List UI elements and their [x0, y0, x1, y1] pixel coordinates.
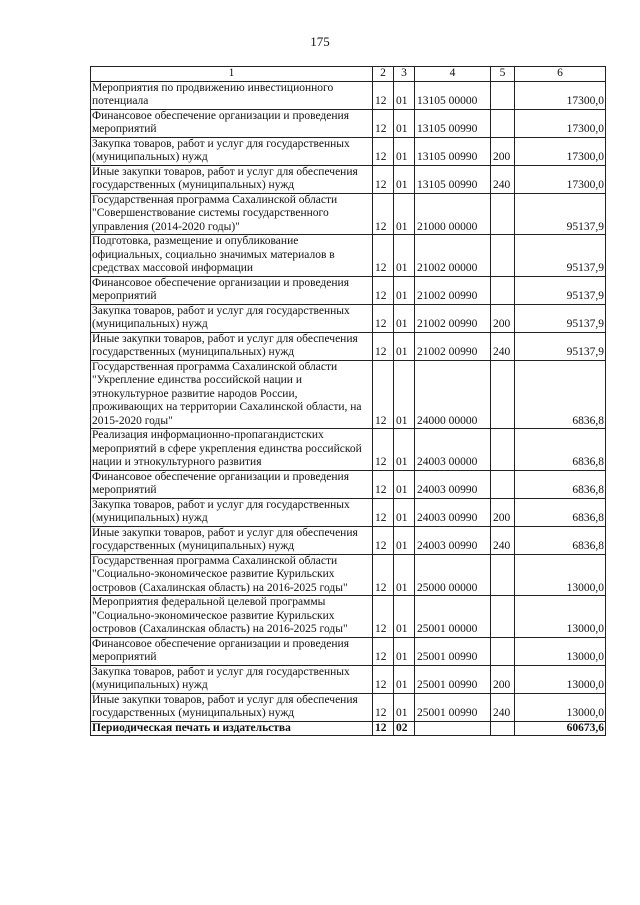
- row-name-cell: Финансовое обеспечение организации и проведения мероприятий: [91, 109, 373, 137]
- row-section-cell: 12: [373, 109, 394, 137]
- row-target-code-cell: 25001 00990: [415, 665, 491, 693]
- table-header-row: [91, 67, 606, 82]
- row-section-cell: 12: [373, 665, 394, 693]
- row-target-code-cell: 21002 00990: [415, 276, 491, 304]
- row-target-code-cell: 24000 00000: [415, 360, 491, 429]
- row-name-cell: Иные закупки товаров, работ и услуг для обеспечения государственных (муниципальных) нужд: [91, 526, 373, 554]
- row-subsection-cell: 01: [394, 596, 415, 638]
- row-section-cell: 12: [373, 235, 394, 277]
- row-name-cell: Закупка товаров, работ и услуг для государственных (муниципальных) нужд: [91, 665, 373, 693]
- row-target-code-cell: 25000 00000: [415, 554, 491, 596]
- row-target-code-cell: 24003 00990: [415, 498, 491, 526]
- row-amount-cell: 13000,0: [515, 554, 606, 596]
- row-amount-cell: 13000,0: [515, 665, 606, 693]
- row-section-cell: 12: [373, 554, 394, 596]
- table-row: [91, 429, 606, 471]
- row-section-cell: 12: [373, 193, 394, 235]
- row-expense-type-cell: [491, 81, 515, 109]
- row-name-cell: Закупка товаров, работ и услуг для государственных (муниципальных) нужд: [91, 498, 373, 526]
- row-amount-cell: 60673,6: [515, 721, 606, 736]
- row-subsection-cell: 01: [394, 81, 415, 109]
- row-section-cell: 12: [373, 637, 394, 665]
- table-row: [91, 693, 606, 721]
- row-expense-type-cell: [491, 554, 515, 596]
- header-cell: 5: [491, 67, 515, 82]
- row-expense-type-cell: 240: [491, 526, 515, 554]
- row-name-cell: Реализация информационно-пропагандистских мероприятий в сфере укрепления единства российской нации и этнокультурного развития: [91, 429, 373, 471]
- row-expense-type-cell: 200: [491, 665, 515, 693]
- budget-table-body: [91, 67, 606, 736]
- row-expense-type-cell: 200: [491, 137, 515, 165]
- row-expense-type-cell: [491, 637, 515, 665]
- row-name-cell: Государственная программа Сахалинской области "Совершенствование системы государственного управления (2014-2020 годы)": [91, 193, 373, 235]
- table-row: [91, 360, 606, 429]
- row-name-cell: Финансовое обеспечение организации и проведения мероприятий: [91, 470, 373, 498]
- row-name-cell: Иные закупки товаров, работ и услуг для обеспечения государственных (муниципальных) нужд: [91, 165, 373, 193]
- row-subsection-cell: 01: [394, 165, 415, 193]
- row-target-code-cell: 21002 00000: [415, 235, 491, 277]
- row-expense-type-cell: [491, 276, 515, 304]
- row-amount-cell: 6836,8: [515, 360, 606, 429]
- row-amount-cell: 13000,0: [515, 637, 606, 665]
- row-section-cell: 12: [373, 596, 394, 638]
- row-expense-type-cell: [491, 470, 515, 498]
- row-expense-type-cell: [491, 360, 515, 429]
- row-name-cell: Государственная программа Сахалинской области "Социально-экономическое развитие Курильских островов (Сахалинская область) на 2016-2025 годы": [91, 554, 373, 596]
- row-section-cell: 12: [373, 165, 394, 193]
- row-target-code-cell: 24003 00990: [415, 470, 491, 498]
- header-cell: 4: [415, 67, 491, 82]
- row-amount-cell: 95137,9: [515, 304, 606, 332]
- table-row: [91, 526, 606, 554]
- row-expense-type-cell: [491, 721, 515, 736]
- row-subsection-cell: 01: [394, 332, 415, 360]
- row-amount-cell: 6836,8: [515, 498, 606, 526]
- row-expense-type-cell: [491, 429, 515, 471]
- row-name-cell: Закупка товаров, работ и услуг для государственных (муниципальных) нужд: [91, 137, 373, 165]
- row-subsection-cell: 01: [394, 470, 415, 498]
- table-row: [91, 596, 606, 638]
- row-name-cell: Мероприятия федеральной целевой программы "Социально-экономическое развитие Курильских островов (Сахалинская область) на 2016-2025 годы": [91, 596, 373, 638]
- row-subsection-cell: 01: [394, 554, 415, 596]
- row-target-code-cell: 25001 00000: [415, 596, 491, 638]
- row-subsection-cell: 01: [394, 276, 415, 304]
- row-target-code-cell: 21002 00990: [415, 304, 491, 332]
- row-name-cell: Финансовое обеспечение организации и проведения мероприятий: [91, 637, 373, 665]
- row-expense-type-cell: [491, 596, 515, 638]
- row-amount-cell: 6836,8: [515, 526, 606, 554]
- row-subsection-cell: 01: [394, 137, 415, 165]
- row-amount-cell: 95137,9: [515, 276, 606, 304]
- row-target-code-cell: 13105 00990: [415, 137, 491, 165]
- row-subsection-cell: 01: [394, 109, 415, 137]
- row-section-cell: 12: [373, 693, 394, 721]
- row-target-code-cell: 13105 00000: [415, 81, 491, 109]
- row-subsection-cell: 01: [394, 360, 415, 429]
- row-subsection-cell: 01: [394, 637, 415, 665]
- row-subsection-cell: 01: [394, 693, 415, 721]
- table-row: [91, 637, 606, 665]
- row-target-code-cell: 24003 00990: [415, 526, 491, 554]
- table-row: [91, 554, 606, 596]
- row-subsection-cell: 01: [394, 665, 415, 693]
- row-target-code-cell: [415, 721, 491, 736]
- row-name-cell: Государственная программа Сахалинской области "Укрепление единства российской нации и этнокультурное развитие народов России, проживающих на территории Сахалинской области, на 2015-2020 годы": [91, 360, 373, 429]
- row-section-cell: 12: [373, 332, 394, 360]
- row-section-cell: 12: [373, 470, 394, 498]
- table-row: [91, 665, 606, 693]
- row-section-cell: 12: [373, 498, 394, 526]
- row-section-cell: 12: [373, 137, 394, 165]
- table-row: [91, 137, 606, 165]
- row-subsection-cell: 01: [394, 193, 415, 235]
- row-amount-cell: 95137,9: [515, 332, 606, 360]
- row-target-code-cell: 21002 00990: [415, 332, 491, 360]
- row-name-cell: Подготовка, размещение и опубликование официальных, социально значимых материалов в средствах массовой информации: [91, 235, 373, 277]
- table-total-row: [91, 721, 606, 736]
- row-amount-cell: 17300,0: [515, 81, 606, 109]
- row-target-code-cell: 21000 00000: [415, 193, 491, 235]
- table-row: [91, 304, 606, 332]
- row-subsection-cell: 01: [394, 526, 415, 554]
- table-row: [91, 109, 606, 137]
- table-row: [91, 235, 606, 277]
- row-subsection-cell: 02: [394, 721, 415, 736]
- row-target-code-cell: 13105 00990: [415, 165, 491, 193]
- row-amount-cell: 95137,9: [515, 235, 606, 277]
- row-amount-cell: 17300,0: [515, 137, 606, 165]
- row-subsection-cell: 01: [394, 235, 415, 277]
- row-amount-cell: 6836,8: [515, 470, 606, 498]
- row-expense-type-cell: 200: [491, 304, 515, 332]
- row-amount-cell: 17300,0: [515, 109, 606, 137]
- table-row: [91, 165, 606, 193]
- row-name-cell: Закупка товаров, работ и услуг для государственных (муниципальных) нужд: [91, 304, 373, 332]
- table-row: [91, 498, 606, 526]
- budget-table: [90, 66, 606, 736]
- row-name-cell: Иные закупки товаров, работ и услуг для обеспечения государственных (муниципальных) нужд: [91, 332, 373, 360]
- row-section-cell: 12: [373, 721, 394, 736]
- row-section-cell: 12: [373, 360, 394, 429]
- table-row: [91, 470, 606, 498]
- header-cell: 3: [394, 67, 415, 82]
- row-amount-cell: 6836,8: [515, 429, 606, 471]
- header-cell: 6: [515, 67, 606, 82]
- row-section-cell: 12: [373, 304, 394, 332]
- row-expense-type-cell: [491, 235, 515, 277]
- row-target-code-cell: 25001 00990: [415, 637, 491, 665]
- header-cell: 1: [91, 67, 373, 82]
- row-expense-type-cell: [491, 193, 515, 235]
- row-amount-cell: 95137,9: [515, 193, 606, 235]
- table-row: [91, 193, 606, 235]
- row-subsection-cell: 01: [394, 304, 415, 332]
- header-cell: 2: [373, 67, 394, 82]
- row-amount-cell: 13000,0: [515, 693, 606, 721]
- row-name-cell: Мероприятия по продвижению инвестиционного потенциала: [91, 81, 373, 109]
- table-row: [91, 332, 606, 360]
- row-section-cell: 12: [373, 526, 394, 554]
- row-amount-cell: 17300,0: [515, 165, 606, 193]
- row-name-cell: Периодическая печать и издательства: [91, 721, 373, 736]
- table-row: [91, 276, 606, 304]
- row-target-code-cell: 13105 00990: [415, 109, 491, 137]
- row-amount-cell: 13000,0: [515, 596, 606, 638]
- row-subsection-cell: 01: [394, 429, 415, 471]
- row-subsection-cell: 01: [394, 498, 415, 526]
- row-section-cell: 12: [373, 81, 394, 109]
- row-name-cell: Финансовое обеспечение организации и проведения мероприятий: [91, 276, 373, 304]
- row-target-code-cell: 25001 00990: [415, 693, 491, 721]
- row-expense-type-cell: 240: [491, 165, 515, 193]
- row-expense-type-cell: 240: [491, 332, 515, 360]
- row-section-cell: 12: [373, 429, 394, 471]
- row-target-code-cell: 24003 00000: [415, 429, 491, 471]
- table-row: [91, 81, 606, 109]
- page-number: 175: [310, 34, 330, 49]
- row-expense-type-cell: [491, 109, 515, 137]
- row-expense-type-cell: 200: [491, 498, 515, 526]
- row-name-cell: Иные закупки товаров, работ и услуг для обеспечения государственных (муниципальных) нужд: [91, 693, 373, 721]
- row-section-cell: 12: [373, 276, 394, 304]
- row-expense-type-cell: 240: [491, 693, 515, 721]
